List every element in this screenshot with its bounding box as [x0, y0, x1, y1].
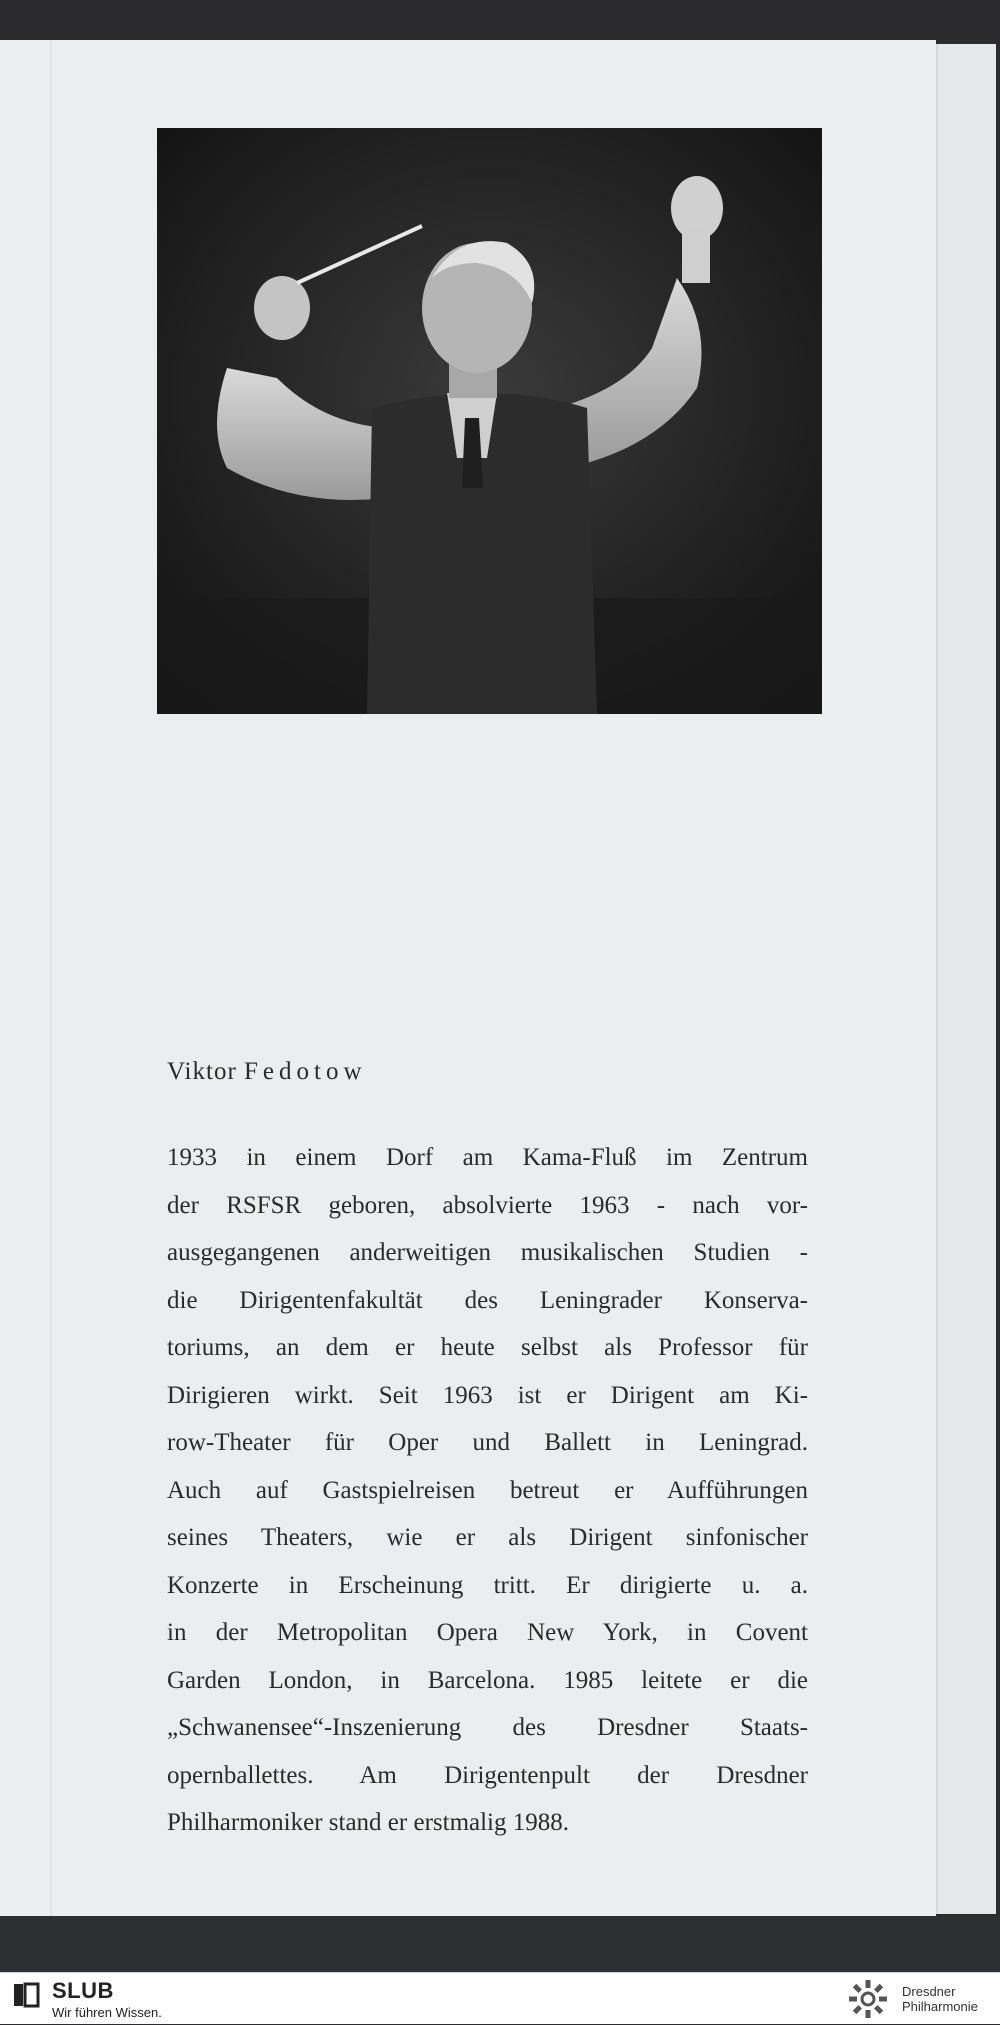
bio-line: in der Metropolitan Opera New York, in Covent — [167, 1619, 808, 1646]
scan-border-bottom — [0, 1916, 1000, 1972]
conductor-surname: Fedotow — [244, 1058, 367, 1085]
page-fold-line — [50, 40, 52, 1920]
conductor-photo — [157, 128, 822, 714]
bio-line: 1933 in einem Dorf am Kama-Fluß im Zentrum — [167, 1144, 808, 1171]
bio-line: Konzerte in Erscheinung tritt. Er dirigierte u. a. — [167, 1571, 808, 1599]
bio-line: die Dirigentenfakultät des Leningrader Konserva- — [167, 1286, 808, 1314]
biography-section — [167, 1050, 808, 1847]
dresdner-philharmonie-logo-icon[interactable] — [842, 1978, 894, 2020]
library-tagline: Wir führen Wissen. — [52, 2005, 162, 2020]
footer-bar — [0, 1972, 1000, 2024]
bio-line: der RSFSR geboren, absolvierte 1963 - nach vor- — [167, 1191, 808, 1219]
slub-book-icon[interactable] — [12, 1981, 40, 2009]
bio-line: „Schwanensee“-Inszenierung des Dresdner Staats- — [167, 1714, 808, 1741]
bio-line: ausgegangenen anderweitigen musikalischen Studien - — [167, 1239, 808, 1266]
bio-line: Philharmoniker stand er erstmalig 1988. — [167, 1809, 570, 1836]
bio-line: toriums, an dem er heute selbst als Professor für — [167, 1334, 808, 1361]
scan-border-top — [0, 0, 1000, 42]
bio-line: Garden London, in Barcelona. 1985 leitete er die — [167, 1666, 808, 1694]
partner-name[interactable]: Dresdner Philharmonie — [902, 1984, 978, 2014]
bio-line: row-Theater für Oper und Ballett in Leningrad. — [167, 1429, 808, 1456]
library-name[interactable]: SLUB — [52, 1978, 114, 2003]
conductor-first-name: Viktor — [167, 1058, 237, 1085]
conductor-name — [167, 1050, 808, 1094]
page-flap-right — [936, 44, 996, 1914]
bio-line: Auch auf Gastspielreisen betreut er Aufführungen — [167, 1476, 808, 1504]
bio-line: Dirigieren wirkt. Seit 1963 ist er Dirigent am Ki- — [167, 1381, 808, 1409]
bio-line: seines Theaters, wie er als Dirigent sinfonischer — [167, 1524, 808, 1551]
biography-text — [167, 1134, 808, 1847]
bio-line: opernballettes. Am Dirigentenpult der Dresdner — [167, 1761, 808, 1789]
